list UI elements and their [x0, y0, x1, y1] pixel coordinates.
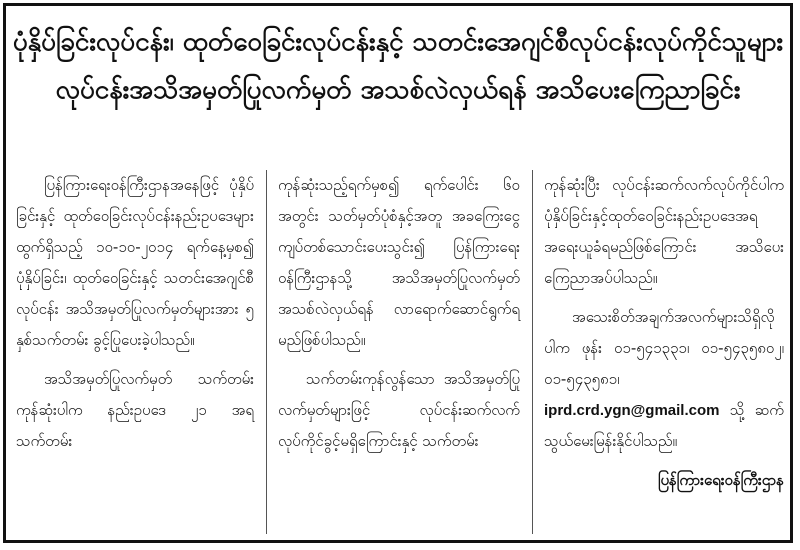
column-3-paragraph-2	[544, 302, 784, 457]
column-3-paragraph-1: ကုန်ဆုံးပြီး လုပ်ငန်းဆက်လက်လုပ်ကိုင်ပါက ပုံနှိပ်ခြင်းနှင့်ထုတ်ဝေခြင်းနည်းဥပဒေအရ အရေးယူခံရမည်ဖြစ်ကြောင်း အသိပေးကြေညာအပ်ပါသည်။	[544, 176, 784, 287]
column-1	[16, 170, 254, 534]
column-divider-2	[532, 170, 533, 534]
column-2-paragraph-2: သက်တမ်းကုန်လွန်သော အသိအမှတ်ပြုလက်မှတ်များဖြင့် လုပ်ငန်းဆက်လက်လုပ်ကိုင်ခွင့်မရှိကြောင်းနှင့် သက်တမ်း	[278, 370, 520, 450]
issuer-signature: ပြန်ကြားရေးဝန်ကြီးဌာန	[657, 471, 784, 489]
column-divider-1	[266, 170, 267, 534]
body-columns	[6, 170, 790, 534]
contact-email: iprd.crd.ygn@gmail.com	[544, 402, 720, 419]
column-3	[544, 170, 784, 534]
announcement-frame	[3, 3, 793, 543]
contact-phones: အသေးစိတ်အချက်အလက်များသိရှိလိုပါက ဖုန်း ၀၁-၅၄၁၃၃၁၊ ၀၁-၅၄၃၅၈၀၂၊ ၀၁-၅၄၃၅၈၁၊	[544, 308, 784, 388]
column-1-paragraph-1: ပြန်ကြားရေးဝန်ကြီးဌာနအနေဖြင့် ပုံနှိပ်ခြင်းနှင့် ထုတ်ဝေခြင်းလုပ်ငန်းနည်းဥပဒေများထွက်ရှိသည့် ၁၀-၁၀-၂၀၁၄ ရက်နေ့မှစ၍ ပုံနှိပ်ခြင်း၊ ထုတ်ဝေခြင်းနှင့် သတင်းအေဂျင်စီလုပ်ငန်း အသိအမှတ်ပြုလက်မှတ်များအား ၅ နှစ်သက်တမ်း ခွင့်ပြုပေးခဲ့ပါသည်။	[16, 176, 254, 349]
column-1-paragraph-2: အသိအမှတ်ပြုလက်မှတ် သက်တမ်းကုန်ဆုံးပါက နည်းဥပဒေ ၂၁ အရ သက်တမ်း	[16, 370, 254, 450]
column-2	[278, 170, 520, 534]
contact-closing: သို့ ဆက်သွယ်မေးမြန်းနိုင်ပါသည်။	[544, 401, 784, 450]
column-2-paragraph-1: ကုန်ဆုံးသည့်ရက်မှစ၍ ရက်ပေါင်း ၆၀ အတွင်း သတ်မှတ်ပုံစံနှင့်အတူ အခကြေးငွေ ကျပ်တစ်သောင်းပေးသွင်း၍ ပြန်ကြားရေးဝန်ကြီးဌာနသို့ အသိအမှတ်ပြုလက်မှတ် အသစ်လဲလှယ်ရန် လာရောက်ဆောင်ရွက်ရမည်ဖြစ်ပါသည်။	[278, 176, 520, 349]
announcement-header	[6, 18, 790, 114]
title-line-1: ပုံနှိပ်ခြင်းလုပ်ငန်း၊ ထုတ်ဝေခြင်းလုပ်ငန်းနှင့် သတင်းအေဂျင်စီလုပ်ငန်းလုပ်ကိုင်သူများ	[12, 27, 784, 57]
title-line-2: လုပ်ငန်းအသိအမှတ်ပြုလက်မှတ် အသစ်လဲလှယ်ရန် အသိပေးကြေညာခြင်း	[55, 75, 741, 105]
